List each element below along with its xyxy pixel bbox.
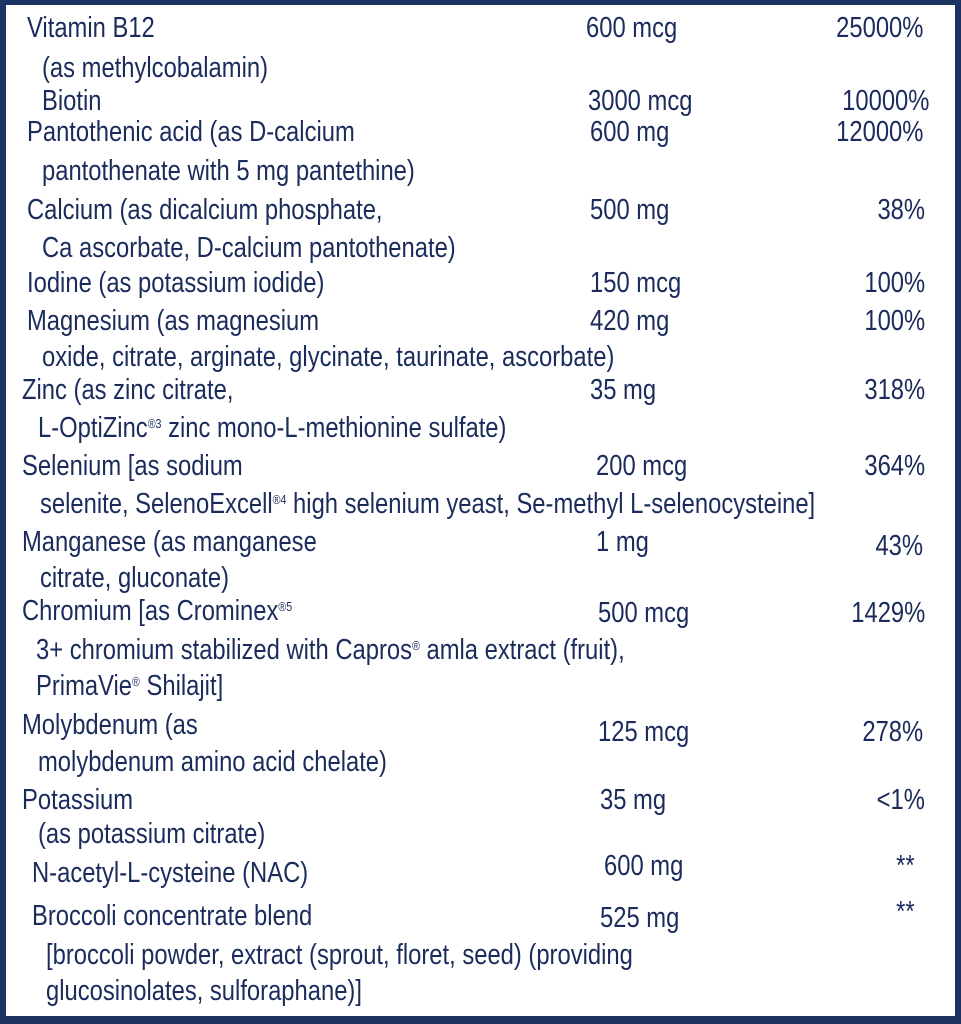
ingredient-amount: 600 mg	[590, 116, 670, 148]
ingredient-dv: 318%	[864, 374, 925, 406]
ingredient-name: Potassium	[22, 784, 134, 816]
ingredient-name: Calcium (as dicalcium phosphate,	[27, 194, 383, 226]
ingredient-name	[22, 595, 292, 627]
ingredient-dv: 100%	[864, 305, 925, 337]
ingredient-name: Iodine (as potassium iodide)	[27, 267, 325, 299]
name-text: amla extract (fruit),	[419, 634, 625, 666]
ingredient-name-line: (as methylcobalamin)	[42, 52, 268, 84]
ingredient-amount: 35 mg	[590, 374, 657, 406]
ingredient-name-line	[36, 634, 625, 666]
ingredient-amount: 125 mcg	[598, 716, 690, 748]
ingredient-dv: 38%	[877, 194, 925, 226]
ingredient-dv: 100%	[864, 267, 925, 299]
ingredient-amount: 600 mcg	[586, 12, 678, 44]
ingredient-dv: **	[896, 896, 915, 928]
ingredient-name-line: Ca ascorbate, D-calcium pantothenate)	[42, 232, 456, 264]
trademark-footnote: ®5	[278, 599, 293, 614]
ingredient-dv: 1429%	[850, 597, 925, 629]
ingredient-name: Vitamin B12	[27, 12, 155, 44]
registered-mark: ®	[132, 674, 140, 689]
name-text: zinc mono-L-methionine sulfate)	[161, 412, 507, 444]
ingredient-name-line: glucosinolates, sulforaphane)]	[46, 975, 362, 1007]
ingredient-dv: <1%	[876, 784, 925, 816]
name-text: Shilajit]	[139, 670, 224, 702]
ingredient-name-line: pantothenate with 5 mg pantethine)	[42, 155, 415, 187]
ingredient-dv: 43%	[875, 530, 923, 562]
ingredient-name-line	[36, 670, 223, 702]
ingredient-amount: 420 mg	[590, 305, 670, 337]
name-text: Chromium [as Crominex	[22, 595, 279, 627]
ingredient-amount: 35 mg	[600, 784, 667, 816]
ingredient-name: Selenium [as sodium	[22, 450, 243, 482]
ingredient-dv: **	[896, 850, 915, 882]
brand-name: L-OptiZinc	[38, 412, 148, 444]
ingredient-name: Manganese (as manganese	[22, 526, 317, 558]
name-text: 3+ chromium stabilized with Capros	[36, 634, 413, 666]
brand-name: selenite, SelenoExcell	[40, 488, 273, 520]
ingredient-name: Magnesium (as magnesium	[27, 305, 320, 337]
ingredient-name: Zinc (as zinc citrate,	[22, 374, 234, 406]
ingredient-dv: 12000%	[835, 116, 923, 148]
registered-mark: ®	[412, 638, 420, 653]
ingredient-amount: 150 mcg	[590, 267, 682, 299]
ingredient-dv: 10000%	[841, 85, 929, 117]
trademark-footnote: ®4	[272, 492, 287, 507]
ingredient-amount: 3000 mcg	[588, 85, 693, 117]
ingredient-name: Broccoli concentrate blend	[32, 900, 313, 932]
ingredient-amount: 200 mcg	[596, 450, 688, 482]
ingredient-name-line: citrate, gluconate)	[40, 562, 230, 594]
trademark-footnote: ®3	[147, 416, 162, 431]
ingredient-name-line: oxide, citrate, arginate, glycinate, taurinate, ascorbate)	[42, 341, 615, 373]
ingredient-amount: 500 mg	[590, 194, 670, 226]
ingredient-amount: 600 mg	[604, 850, 684, 882]
ingredient-amount: 500 mcg	[598, 597, 690, 629]
ingredient-name: Pantothenic acid (as D-calcium	[27, 116, 355, 148]
brand-name: PrimaVie	[36, 670, 133, 702]
name-text: high selenium yeast, Se-methyl L-selenocysteine]	[286, 488, 816, 520]
ingredient-name-line	[40, 488, 815, 520]
ingredient-dv: 25000%	[835, 12, 923, 44]
ingredient-dv: 364%	[864, 450, 925, 482]
ingredient-name: Molybdenum (as	[22, 709, 198, 741]
ingredient-name-line: [broccoli powder, extract (sprout, floret, seed) (providing	[46, 939, 633, 971]
ingredient-amount: 525 mg	[600, 902, 680, 934]
ingredient-name-line	[38, 412, 506, 444]
ingredient-name-line: (as potassium citrate)	[38, 818, 266, 850]
ingredient-name-line: molybdenum amino acid chelate)	[38, 746, 387, 778]
ingredient-name: Biotin	[42, 85, 102, 117]
ingredient-dv: 278%	[862, 716, 923, 748]
ingredient-amount: 1 mg	[596, 526, 649, 558]
ingredient-name: N-acetyl-L-cysteine (NAC)	[32, 857, 309, 889]
